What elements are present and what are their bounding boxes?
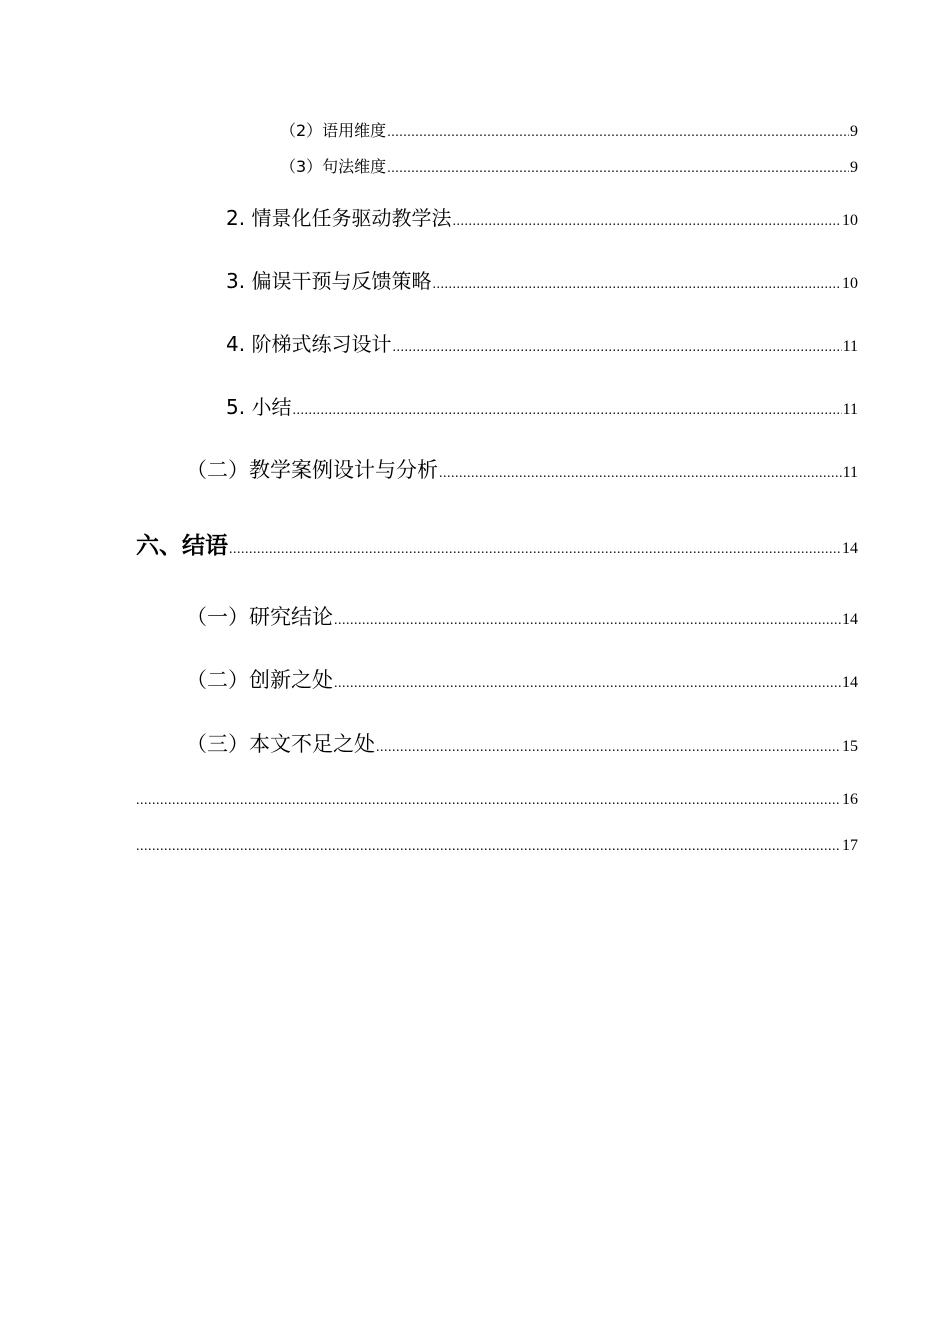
toc-leader-dots bbox=[229, 542, 841, 558]
toc-entry-page: 11 bbox=[842, 338, 858, 355]
toc-entry-title: 5. 小结 bbox=[226, 395, 292, 419]
toc-entry-page: 17 bbox=[842, 837, 858, 854]
toc-entry[interactable] bbox=[0, 791, 950, 809]
toc-entry[interactable] bbox=[0, 328, 950, 357]
toc-entry-title: 2. 情景化任务驱动教学法 bbox=[226, 206, 452, 230]
toc-entry-page: 10 bbox=[842, 275, 858, 292]
toc-leader-dots bbox=[432, 277, 841, 293]
toc-entry-title: （二）教学案例设计与分析 bbox=[186, 458, 438, 482]
toc-entry[interactable] bbox=[0, 265, 950, 294]
toc-entry-title: （一）研究结论 bbox=[186, 605, 333, 629]
toc-entry[interactable] bbox=[0, 202, 950, 231]
toc-entry[interactable] bbox=[0, 527, 950, 560]
toc-entry-page: 16 bbox=[842, 791, 858, 808]
toc-leader-dots bbox=[387, 161, 849, 177]
toc-leader-dots bbox=[334, 613, 841, 629]
toc-entry-page: 11 bbox=[842, 401, 858, 418]
toc-entry-page: 15 bbox=[842, 738, 858, 755]
toc-leader-dots bbox=[439, 466, 842, 482]
toc-entry-title: （3）句法维度 bbox=[280, 157, 387, 176]
toc-entry[interactable] bbox=[0, 601, 950, 631]
toc-leader-dots bbox=[292, 403, 841, 419]
toc-entry-page: 14 bbox=[842, 674, 858, 691]
toc-entry-page: 9 bbox=[850, 123, 858, 140]
toc-entry-title: 4. 阶梯式练习设计 bbox=[226, 332, 392, 356]
toc-entry[interactable] bbox=[0, 454, 950, 484]
toc-entry-page: 11 bbox=[842, 464, 858, 481]
toc-entry-title: （三）本文不足之处 bbox=[186, 732, 375, 756]
toc-entry[interactable] bbox=[0, 391, 950, 420]
toc-leader-dots bbox=[392, 340, 841, 356]
toc-entry-page: 10 bbox=[842, 212, 858, 229]
toc-leader-dots bbox=[452, 214, 841, 230]
toc-leader-dots bbox=[387, 125, 849, 141]
toc-entry-page: 14 bbox=[842, 611, 858, 628]
toc-entry[interactable] bbox=[0, 118, 950, 141]
toc-entry-page: 9 bbox=[850, 159, 858, 176]
toc-entry[interactable] bbox=[0, 664, 950, 694]
toc-entry[interactable] bbox=[0, 728, 950, 758]
toc-entry-page: 14 bbox=[842, 540, 858, 557]
toc-leader-dots bbox=[136, 793, 841, 809]
toc-entry[interactable] bbox=[0, 837, 950, 855]
toc-entry[interactable] bbox=[0, 154, 950, 177]
toc-entry-title: 六、结语 bbox=[136, 533, 228, 559]
toc-leader-dots bbox=[376, 740, 841, 756]
toc-entry-title: （2）语用维度 bbox=[280, 121, 387, 140]
toc-entry-title: （二）创新之处 bbox=[186, 668, 333, 692]
toc-entry-title: 3. 偏误干预与反馈策略 bbox=[226, 269, 432, 293]
toc-leader-dots bbox=[334, 676, 841, 692]
toc-leader-dots bbox=[136, 839, 841, 855]
